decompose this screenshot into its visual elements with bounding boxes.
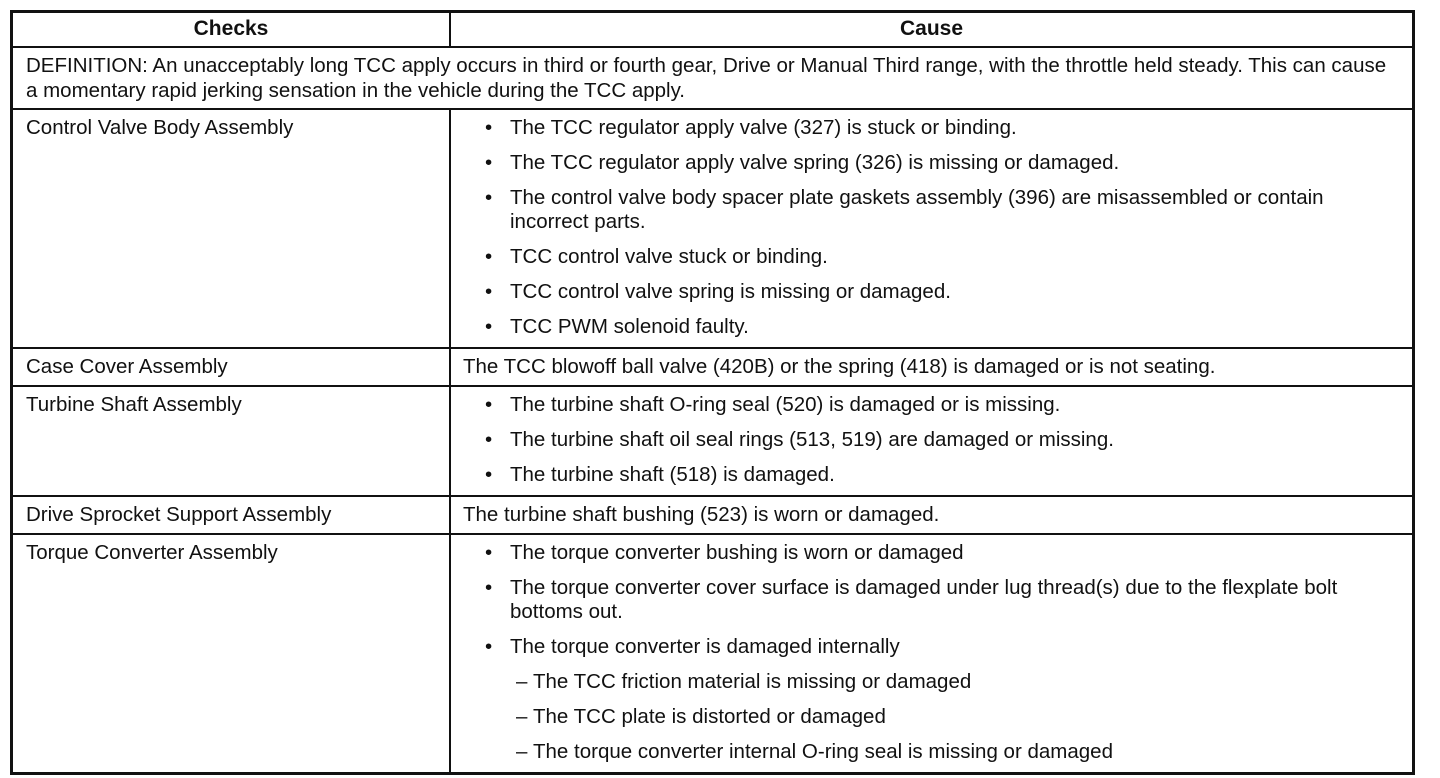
bullet-icon: • (485, 245, 493, 268)
bullet-icon: • (485, 463, 493, 486)
bullet-icon: • (485, 635, 493, 658)
check-label: Torque Converter Assembly (13, 535, 451, 772)
bullet-icon: • (485, 186, 493, 209)
cause-item: • The torque converter is damaged internally – The TCC friction material is missing or damaged – The TCC plate is distorted or damaged – The torque converter internal O-ring seal is missing or damaged (483, 635, 1402, 764)
check-label: Control Valve Body Assembly (13, 110, 451, 347)
header-checks: Checks (13, 13, 451, 46)
cause-item: • TCC control valve spring is missing or damaged. (485, 280, 951, 303)
bullet-icon: • (485, 151, 493, 174)
diagnosis-table (10, 10, 1415, 775)
cause-cell (451, 387, 1412, 495)
cause-item: • TCC PWM solenoid faulty. (485, 315, 749, 338)
bullet-icon: • (485, 280, 493, 303)
subcause-item: – The TCC plate is distorted or damaged (516, 705, 886, 728)
table-row (13, 385, 1412, 495)
cause-list (463, 393, 1402, 487)
subcause-item: – The torque converter internal O-ring seal is missing or damaged (516, 740, 1113, 763)
check-label: Case Cover Assembly (13, 349, 451, 385)
cause-item: • The TCC regulator apply valve (327) is stuck or binding. (485, 116, 1017, 139)
dash-icon: – (516, 670, 528, 693)
dash-icon: – (516, 705, 528, 728)
bullet-icon: • (485, 393, 493, 416)
bullet-icon: • (485, 576, 493, 599)
subcause-item: – The TCC friction material is missing or damaged (516, 670, 972, 693)
table-row (13, 108, 1412, 347)
table-row (13, 347, 1412, 385)
header-cause: Cause (899, 17, 964, 40)
table-row (13, 495, 1412, 533)
cause-item: • The turbine shaft O-ring seal (520) is damaged or is missing. (485, 393, 1061, 416)
definition-text: DEFINITION: An unacceptably long TCC apply occurs in third or fourth gear, Drive or Manual Third range, with the throttle held steady. This can cause a momentary rapid jerking sensation in the vehicle during the TCC apply. (26, 54, 1387, 102)
cause-text: The turbine shaft bushing (523) is worn or damaged. (463, 503, 940, 526)
cause-item: • The turbine shaft oil seal rings (513, 519) are damaged or missing. (485, 428, 1114, 451)
cause-item: • The torque converter cover surface is damaged under lug thread(s) due to the flexplate bolt bottoms out. (485, 576, 1338, 623)
cause-text: The TCC blowoff ball valve (420B) or the spring (418) is damaged or is not seating. (463, 355, 1216, 378)
cause-item: • The control valve body spacer plate gaskets assembly (396) are misassembled or contain incorrect parts. (485, 186, 1324, 233)
bullet-icon: • (485, 428, 493, 451)
cause-cell (451, 535, 1412, 772)
check-label: Drive Sprocket Support Assembly (13, 497, 451, 533)
bullet-icon: • (485, 116, 493, 139)
cause-cell (451, 110, 1412, 347)
subcause-list (510, 670, 1402, 764)
cause-item: • The torque converter bushing is worn or damaged (485, 541, 964, 564)
cause-list (463, 116, 1402, 339)
bullet-icon: • (485, 541, 493, 564)
table-header-row (13, 13, 1412, 46)
cause-item: • The turbine shaft (518) is damaged. (485, 463, 835, 486)
bullet-icon: • (485, 315, 493, 338)
dash-icon: – (516, 740, 528, 763)
cause-item: • The TCC regulator apply valve spring (326) is missing or damaged. (485, 151, 1120, 174)
definition-row (13, 46, 1412, 108)
check-label: Turbine Shaft Assembly (13, 387, 451, 495)
cause-item: • TCC control valve stuck or binding. (485, 245, 828, 268)
table-row (13, 533, 1412, 772)
cause-list (463, 541, 1402, 764)
